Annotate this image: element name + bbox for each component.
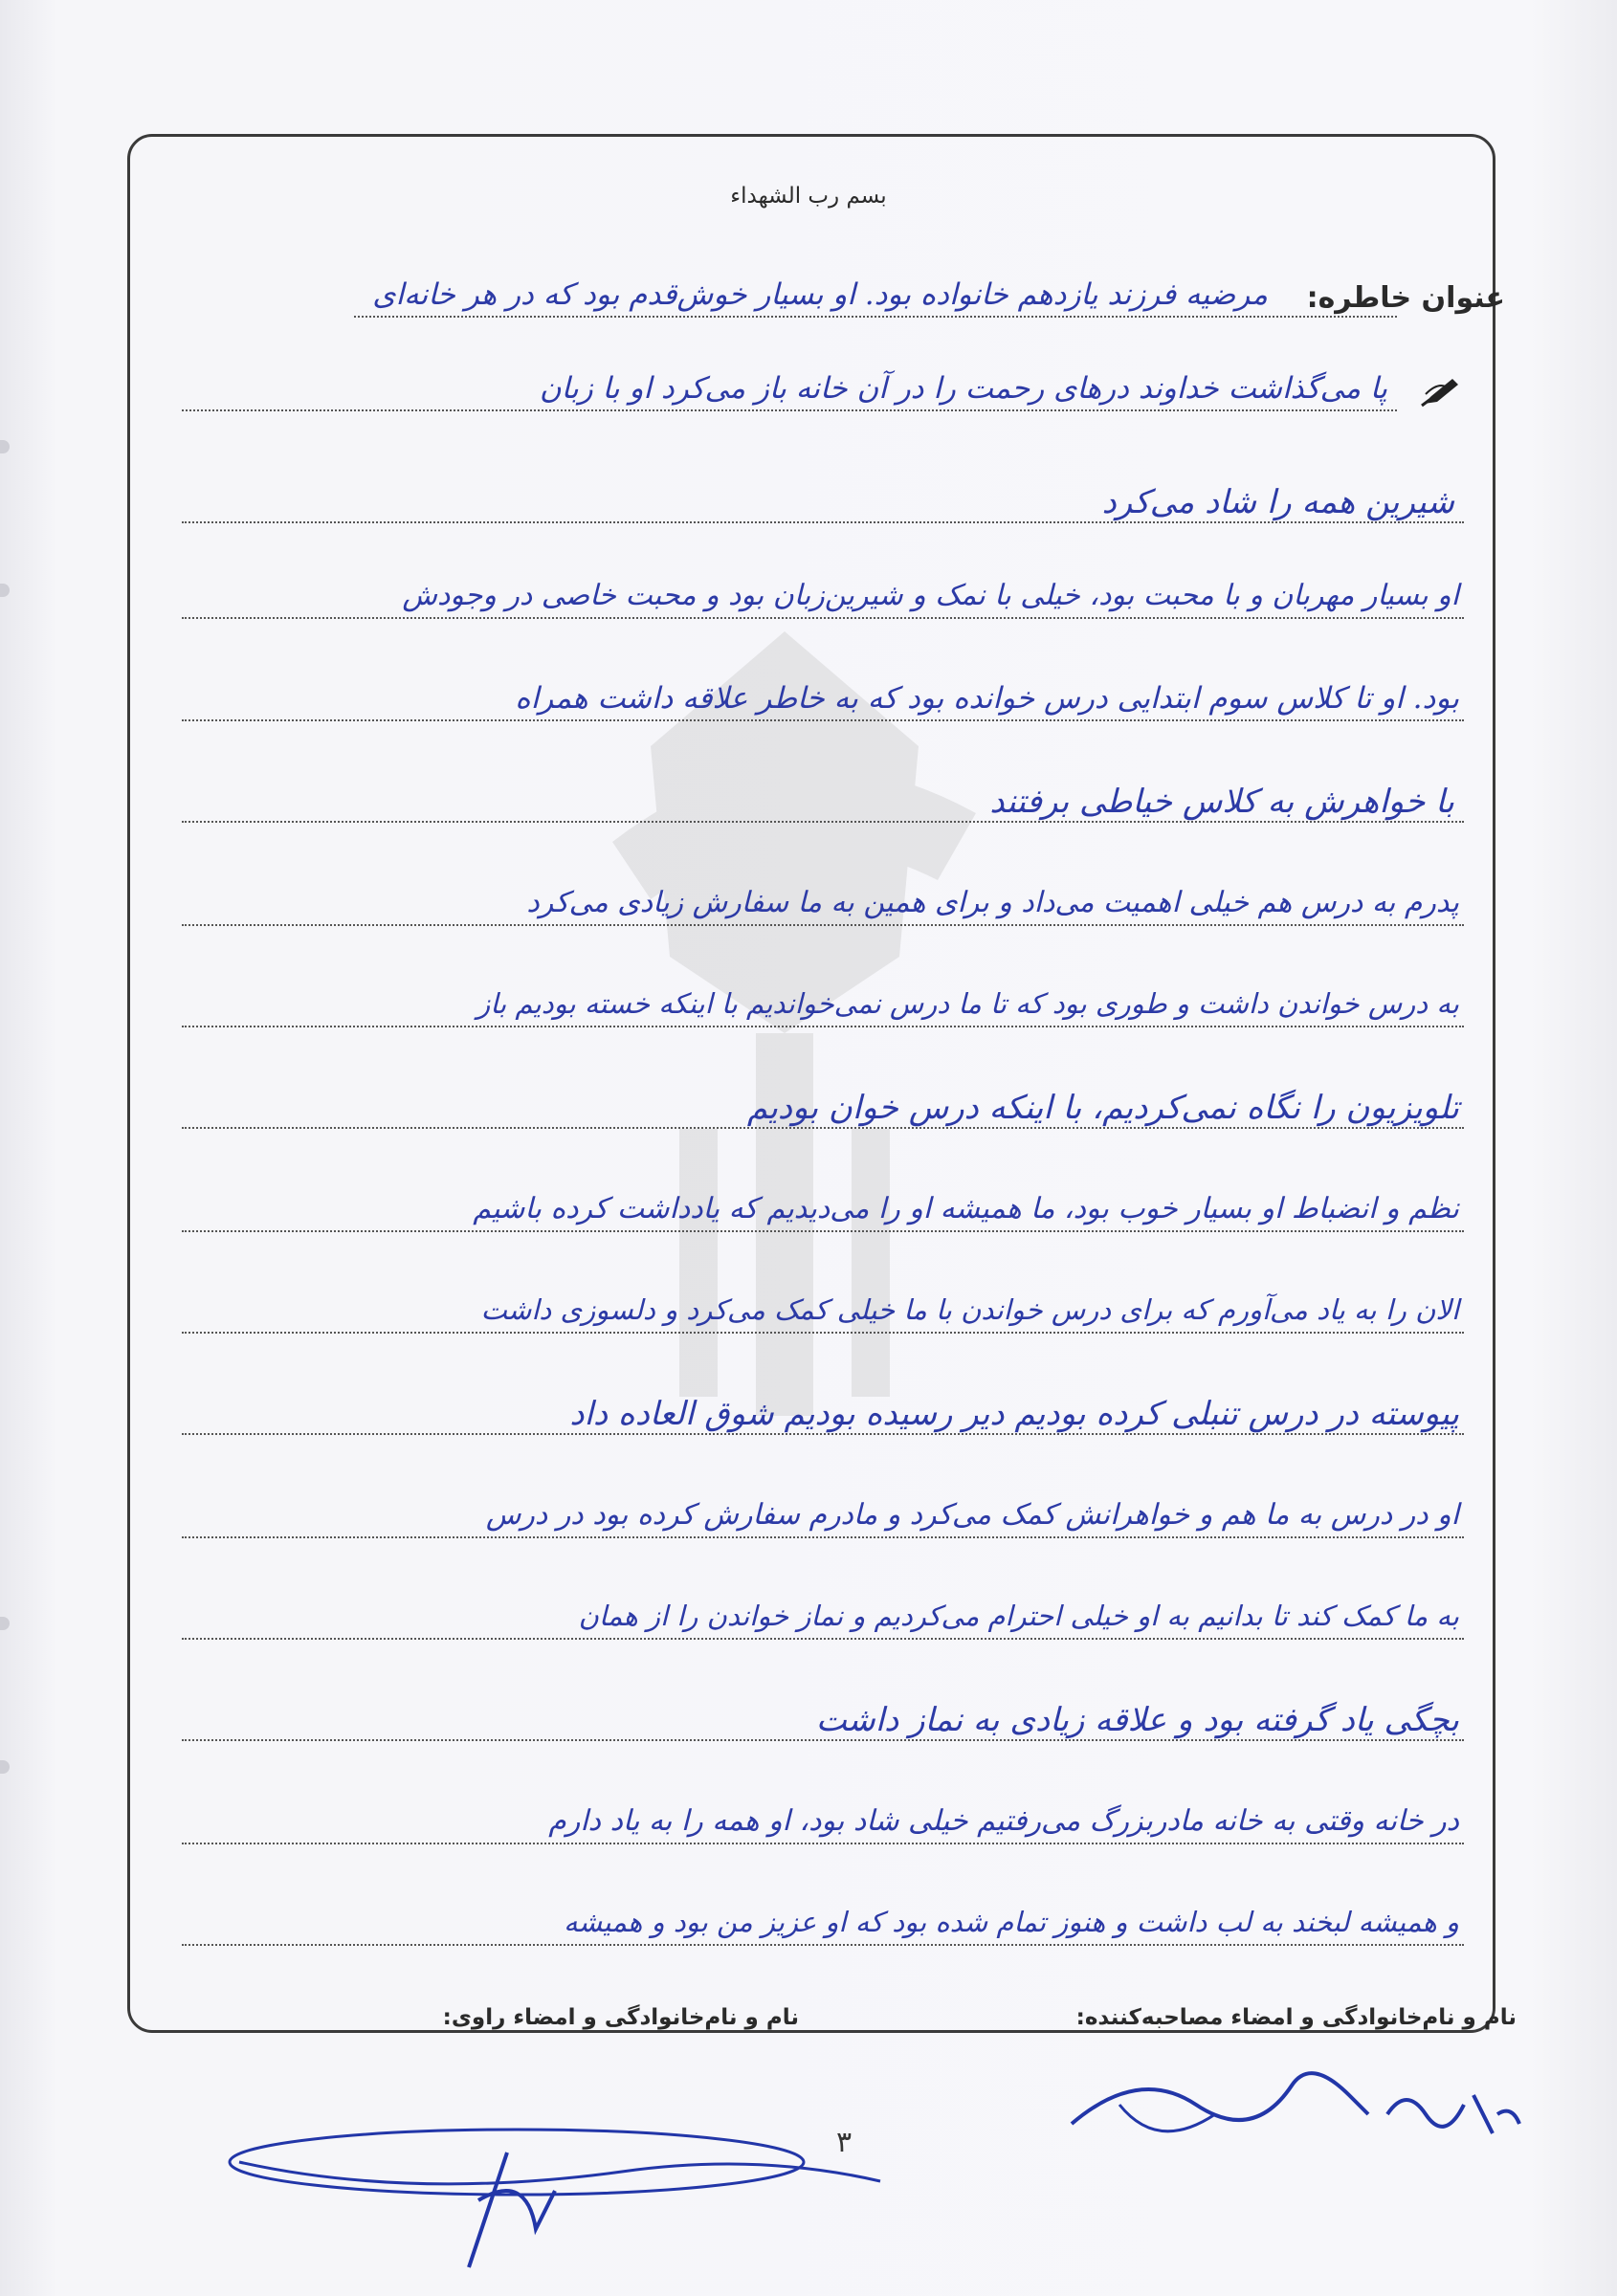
- page-number: ۳: [835, 2126, 853, 2159]
- handwritten-line: با خواهرش به کلاس خیاطی برفتند: [989, 783, 1454, 821]
- writing-line: [182, 521, 1464, 523]
- writing-line: [182, 1230, 1464, 1232]
- handwritten-line: پدرم به درس هم خیلی اهمیت می‌داد و برای همین به ما سفارش زیادی می‌کرد: [526, 886, 1459, 919]
- binding-hole-icon: [0, 1760, 10, 1774]
- binding-hole-icon: [0, 584, 10, 597]
- handwritten-line: پا می‌گذاشت خداوند درهای رحمت را در آن خانه باز می‌کرد او با زبان: [539, 371, 1387, 406]
- handwritten-line: شیرین همه را شاد می‌کرد: [1101, 483, 1454, 521]
- writing-line: [182, 1739, 1464, 1741]
- handwritten-line: پیوسته در درس تنبلی کرده بودیم دیر رسیده بودیم شوق العاده داد: [569, 1395, 1459, 1433]
- narrator-signature-icon: [220, 2114, 909, 2277]
- writing-line: [182, 1127, 1464, 1129]
- handwritten-line: بچگی یاد گرفته بود و علاقه زیادی به نماز داشت: [815, 1701, 1459, 1739]
- writing-line: [182, 1638, 1464, 1640]
- handwritten-line: او در درس به ما هم و خواهرانش کمک می‌کرد و مادرم سفارش کرده بود در درس: [485, 1498, 1459, 1532]
- form-frame: [127, 134, 1495, 2033]
- handwritten-line: به ما کمک کند تا بدانیم به او خیلی احترام می‌کردیم و نماز خواندن را از همان: [578, 1600, 1459, 1632]
- handwritten-line: و همیشه لبخند به لب داشت و هنوز تمام شده بود که او عزیز من بود و همیشه: [564, 1906, 1459, 1938]
- handwritten-line: تلویزیون را نگاه نمی‌کردیم، با اینکه درس خوان بودیم: [746, 1089, 1459, 1127]
- binding-hole-icon: [0, 1617, 10, 1630]
- writing-line: [182, 1026, 1464, 1027]
- handwritten-line: نظم و انضباط او بسیار خوب بود، ما همیشه او را می‌دیدیم که یادداشت کرده باشیم: [473, 1192, 1459, 1225]
- handwritten-line: به درس خواندن داشت و طوری بود که تا ما درس نمی‌خواندیم با اینکه خسته بودیم باز: [476, 987, 1459, 1020]
- writing-line: [182, 924, 1464, 926]
- writing-line: [182, 1332, 1464, 1334]
- writing-line: [182, 1944, 1464, 1946]
- interviewer-signature-icon: [1062, 2047, 1521, 2162]
- form-header: بسم رب الشهداء: [730, 184, 887, 209]
- narrator-label: نام و نام‌خانوادگی و امضاء راوی:: [442, 2005, 799, 2030]
- writing-line: [182, 719, 1464, 721]
- writing-line: [182, 617, 1464, 619]
- handwritten-line: الان را به یاد می‌آورم که برای درس خواندن با ما خیلی کمک می‌کرد و دلسوزی داشت: [480, 1293, 1459, 1326]
- writing-line: [182, 409, 1397, 411]
- writing-line: [182, 821, 1464, 823]
- handwritten-line: مرضیه فرزند یازدهم خانواده بود. او بسیار خوش‌قدم بود که در هر خانه‌ای: [372, 277, 1268, 312]
- handwritten-line: بود. او تا کلاس سوم ابتدایی درس خوانده بود که به خاطر علاقه داشت همراه: [515, 681, 1459, 716]
- binding-hole-icon: [0, 440, 10, 453]
- handwritten-line: در خانه وقتی به خانه مادربزرگ می‌رفتیم خیلی شاد بود، او همه را به یاد دارم: [548, 1804, 1459, 1838]
- writing-line: [182, 1433, 1464, 1435]
- handwritten-line: او بسیار مهربان و با محبت بود، خیلی با نمک و شیرین‌زبان بود و محبت خاصی در وجودش: [402, 579, 1459, 612]
- writing-line: [354, 316, 1397, 318]
- interviewer-label: نام و نام‌خانوادگی و امضاء مصاحبه‌کننده:: [1075, 2005, 1517, 2030]
- pen-writing-icon: [1420, 375, 1462, 408]
- writing-line: [182, 1843, 1464, 1844]
- memory-title-label: عنوان خاطره:: [1306, 281, 1505, 315]
- writing-line: [182, 1536, 1464, 1538]
